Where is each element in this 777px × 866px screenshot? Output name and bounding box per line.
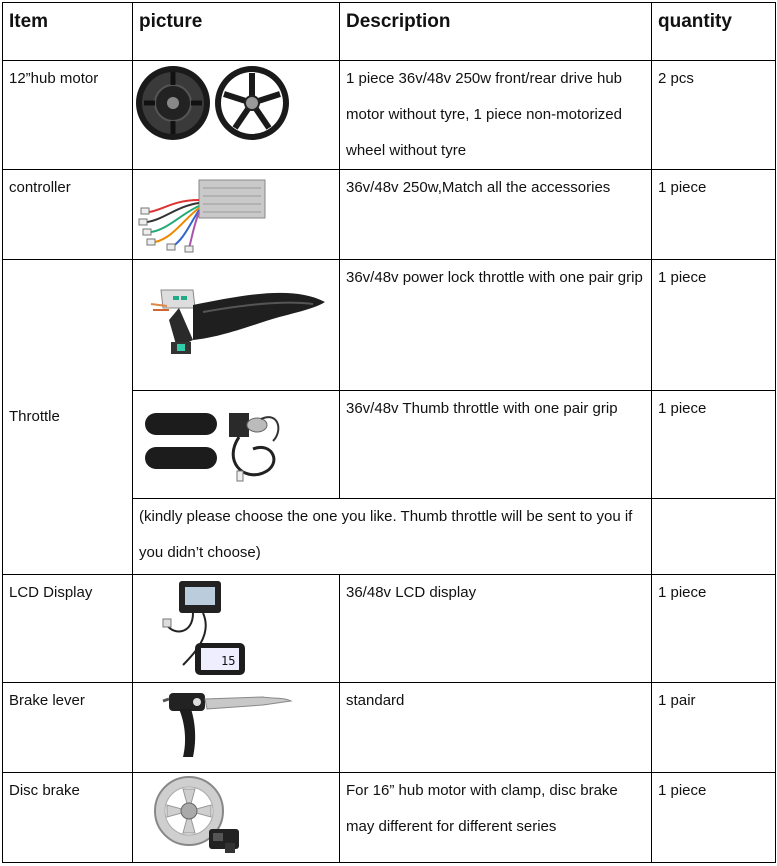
quantity-cell: 1 piece xyxy=(652,260,776,391)
description-cell: 36v/48v Thumb throttle with one pair grip xyxy=(340,391,652,499)
header-row xyxy=(3,3,776,61)
header-description: Description xyxy=(340,3,652,61)
lcd-display-icon xyxy=(163,581,245,675)
header-picture: picture xyxy=(133,3,340,61)
parts-table xyxy=(2,2,776,863)
description-cell: 36/48v LCD display xyxy=(340,575,652,683)
quantity-cell: 1 piece xyxy=(652,170,776,260)
disc-brake-image xyxy=(133,773,340,863)
controller-image xyxy=(133,170,340,260)
thumb-throttle-icon xyxy=(229,413,278,481)
table-row xyxy=(3,260,776,391)
description-cell: 36v/48v 250w,Match all the accessories xyxy=(340,170,652,260)
power-lock-throttle-icon xyxy=(151,290,325,354)
quantity-cell: 1 piece xyxy=(652,575,776,683)
table-row xyxy=(3,773,776,863)
controller-icon xyxy=(139,180,265,252)
quantity-cell: 1 piece xyxy=(652,391,776,499)
brake-lever-icon xyxy=(163,693,291,757)
brake-lever-image xyxy=(133,683,340,773)
disc-brake-icon xyxy=(155,777,239,853)
table-row xyxy=(3,575,776,683)
lcd-display-image xyxy=(133,575,340,683)
description-cell: For 16” hub motor with clamp, disc brake may different for different series xyxy=(340,773,652,863)
header-quantity: quantity xyxy=(652,3,776,61)
empty-cell xyxy=(652,499,776,575)
item-cell: Throttle xyxy=(3,260,133,575)
quantity-cell: 1 pair xyxy=(652,683,776,773)
motor-wheel-icon xyxy=(136,66,210,140)
quantity-cell: 1 piece xyxy=(652,773,776,863)
thumb-throttle-image xyxy=(133,391,340,499)
item-cell: LCD Display xyxy=(3,575,133,683)
table-row xyxy=(3,683,776,773)
description-cell: 36v/48v power lock throttle with one pair grip xyxy=(340,260,652,391)
non-motor-wheel-icon xyxy=(215,66,289,140)
table-row xyxy=(3,170,776,260)
item-cell: controller xyxy=(3,170,133,260)
grip-icon xyxy=(145,413,217,469)
description-cell: 1 piece 36v/48v 250w front/rear drive hub motor without tyre, 1 piece non-motorized wheel without tyre xyxy=(340,61,652,170)
quantity-cell: 2 pcs xyxy=(652,61,776,170)
item-cell: 12”hub motor xyxy=(3,61,133,170)
item-cell: Brake lever xyxy=(3,683,133,773)
table-row xyxy=(3,61,776,170)
lcd-reading: 15 xyxy=(221,654,236,668)
hub-motor-wheels-image xyxy=(133,61,340,170)
header-item: Item xyxy=(3,3,133,61)
item-cell: Disc brake xyxy=(3,773,133,863)
description-cell: standard xyxy=(340,683,652,773)
note-cell: (kindly please choose the one you like. Thumb throttle will be sent to you if you didn’t choose) xyxy=(133,499,652,575)
power-lock-throttle-image xyxy=(133,260,340,391)
